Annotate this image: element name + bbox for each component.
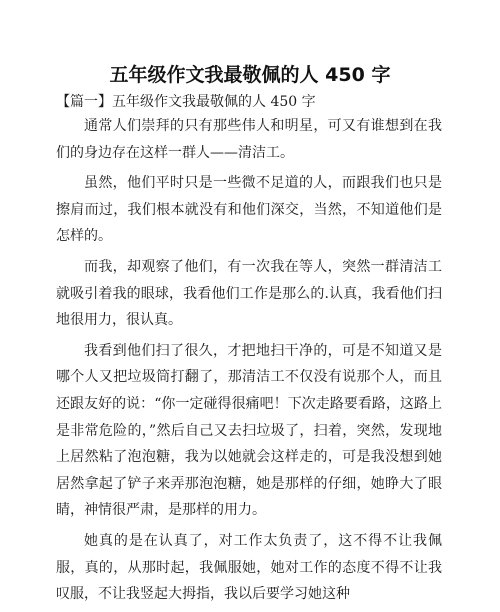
- section-heading: 【篇一】五年级作文我最敬佩的人 450 字: [56, 94, 316, 110]
- paragraph-3: 而我，却观察了他们，有一次我在等人，突然一群清洁工就吸引着我的眼球，我看他们工作是那么的.认真，我看他们扫地很用力，很认真。: [56, 258, 442, 329]
- paragraph-5: 她真的是在认真了，对工作太负责了，这不得不让我佩服，真的，从那时起，我佩服她，她对工作的态度不得不让我叹服，不让我竖起大拇指，我以后要学习她这种: [56, 532, 442, 603]
- document-title: 五年级作文我最敬佩的人 450 字: [109, 64, 391, 86]
- article-body: [56, 113, 442, 612]
- paragraph-2: 虽然，他们平时只是一些微不足道的人，而跟我们也只是擦肩而过，我们根本就没有和他们深交，当然，不知道他们是怎样的。: [56, 175, 442, 245]
- paragraph-1: 通常人们崇拜的只有那些伟人和明星，可又有谁想到在我们的身边存在这样一群人——清洁工。: [56, 118, 442, 161]
- paragraph-4: 我看到他们扫了很久，才把地扫干净的，可是不知道又是哪个人又把垃圾筒打翻了，那清洁工不仅没有说那个人，而且还跟友好的说：“你一定碰得很痛吧！下次走路要看路，这路上是非常危险的，”然后自己又去扫垃圾了，扫着，突然，发现地上居然粘了泡泡糖，我为以她就会这样走的，可是我没想到她居然拿起了铲子来弄那泡泡糖，她是那样的仔细，她睁大了眼睛，神情很严肃，是那样的用力。: [56, 342, 442, 519]
